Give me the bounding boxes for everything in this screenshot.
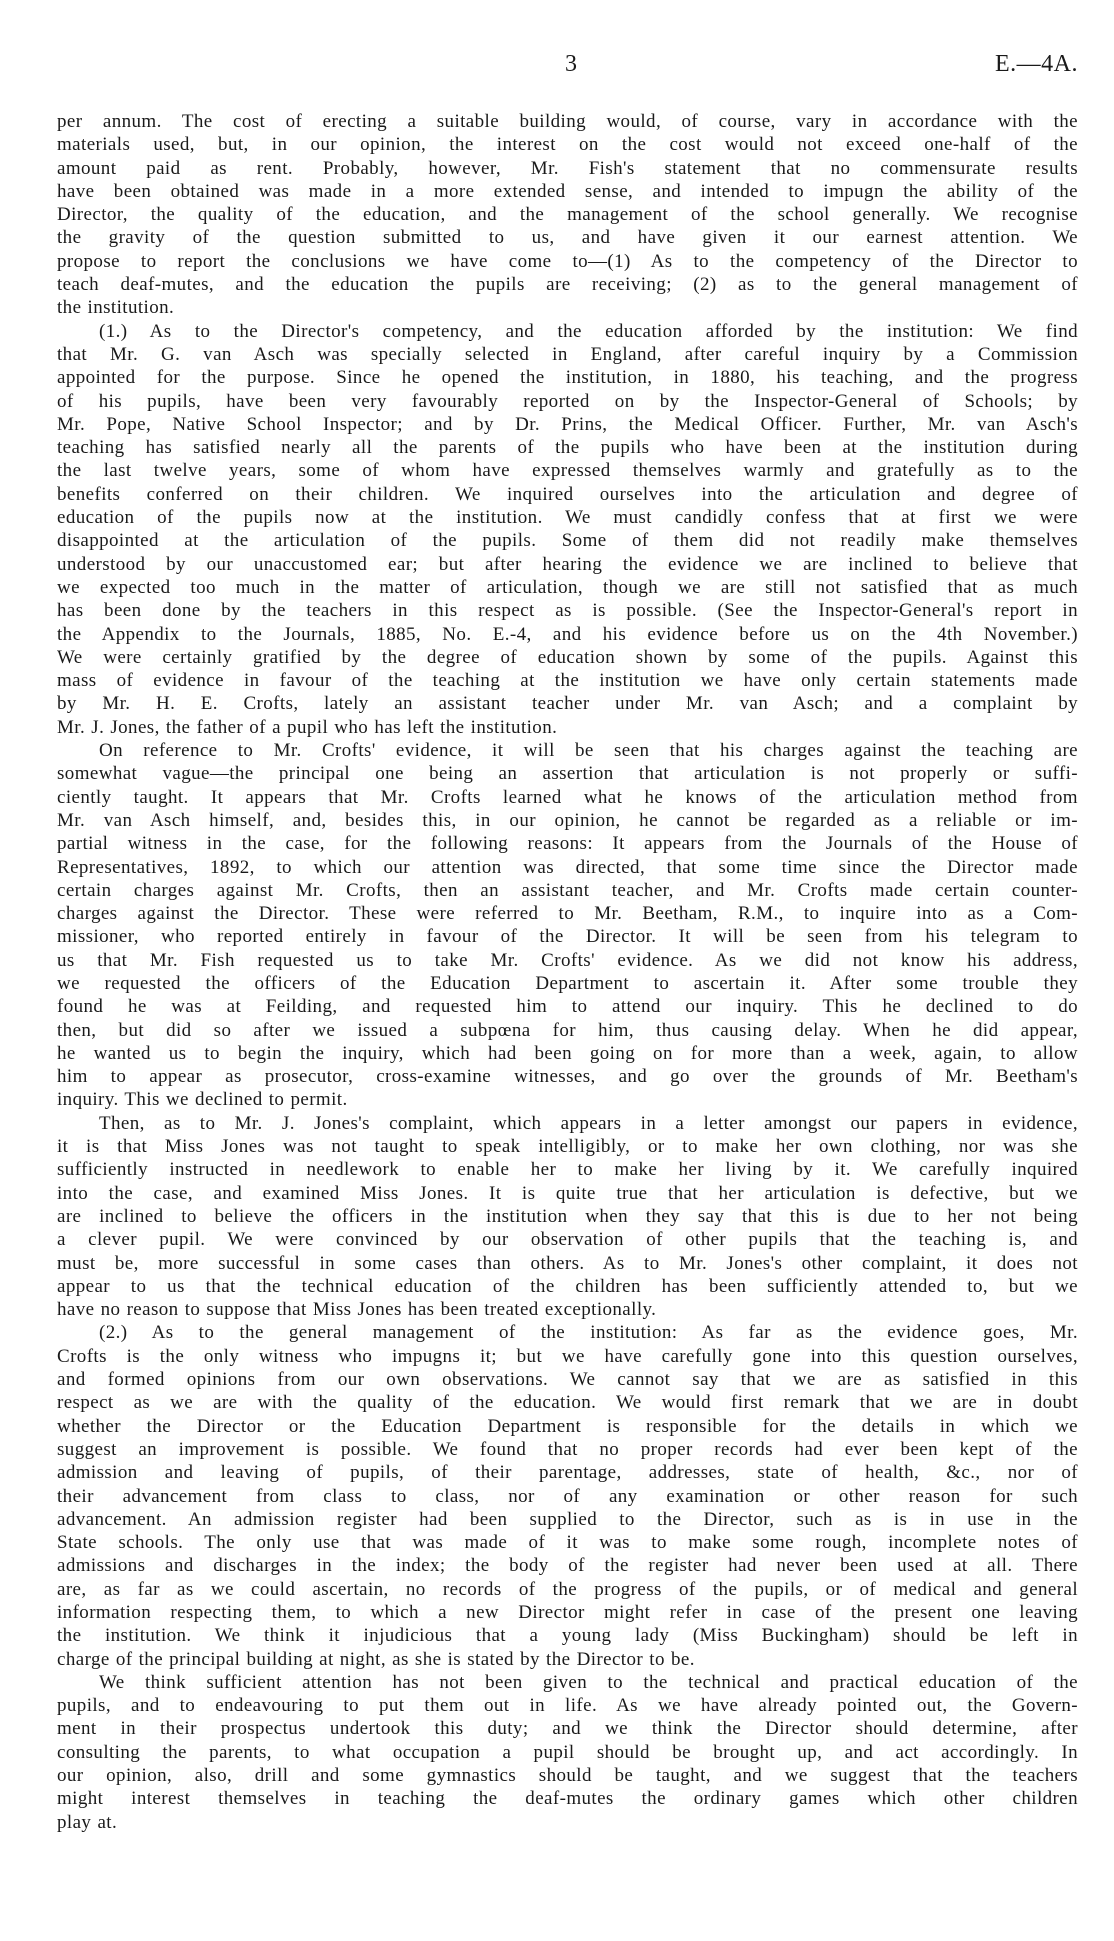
text-line: Crofts is the only witness who impugns it; but we have carefully gone into this question ourselves, [57,1345,1078,1367]
text-line: consulting the parents, to what occupation a pupil should be brought up, and act accordingly. In [57,1741,1078,1763]
text-line: Mr. Pope, Native School Inspector; and by Dr. Prins, the Medical Officer. Further, Mr. van Asch's [57,413,1078,435]
text-line: benefits conferred on their children. We inquired ourselves into the articulation and degree of [57,483,1078,505]
text-line: respect as we are with the quality of the education. We would first remark that we are in doubt [57,1392,1078,1414]
text-line: We think sufficient attention has not been given to the technical and practical education of the [99,1671,1078,1693]
text-line: have no reason to suppose that Miss Jones has been treated exceptionally. [57,1299,657,1321]
text-line: then, but did so after we issued a subpœna for him, thus causing delay. When he did appear, [57,1019,1078,1041]
text-line: materials used, but, in our opinion, the interest on the cost would not exceed one-half of the [57,134,1078,156]
text-line: admission and leaving of pupils, of their parentage, addresses, state of health, &c., nor of [57,1462,1078,1484]
paragraph [57,1321,1078,1670]
text-line: teach deaf-mutes, and the education the pupils are receiving; (2) as to the general management of [57,274,1078,296]
text-line: mass of evidence in favour of the teaching at the institution we have only certain statements made [57,670,1078,692]
text-line: we requested the officers of the Education Department to ascertain it. After some trouble they [57,972,1078,994]
text-line: ment in their prospectus undertook this duty; and we think the Director should determine, after [57,1718,1078,1740]
text-line: On reference to Mr. Crofts' evidence, it will be seen that his charges against the teaching are [99,740,1078,762]
text-line: Mr. J. Jones, the father of a pupil who has left the institution. [57,716,558,738]
text-line: charge of the principal building at night, as she is stated by the Director to be. [57,1648,695,1670]
text-line: the Appendix to the Journals, 1885, No. E.-4, and his evidence before us on the 4th November.) [57,623,1078,645]
text-line: the last twelve years, some of whom have expressed themselves warmly and gratefully as to the [57,460,1078,482]
text-line: amount paid as rent. Probably, however, Mr. Fish's statement that no commensurate results [57,157,1078,179]
text-line: per annum. The cost of erecting a suitable building would, of course, vary in accordance with the [57,111,1078,132]
text-line: teaching has satisfied nearly all the parents of the pupils who have been at the institution during [57,437,1078,459]
text-line: ciently taught. It appears that Mr. Crofts learned what he knows of the articulation method from [57,786,1078,808]
text-line: might interest themselves in teaching the deaf-mutes the ordinary games which other children [57,1788,1078,1810]
page-number: 3 [565,51,577,77]
paragraph [57,1671,1078,1834]
text-line: disappointed at the articulation of the pupils. Some of them did not readily make themselves [57,530,1078,552]
paragraph [57,110,1078,320]
text-line: a clever pupil. We were convinced by our observation of other pupils that the teaching is, and [57,1229,1078,1251]
text-line: appointed for the purpose. Since he opened the institution, in 1880, his teaching, and the progress [57,367,1078,389]
text-line: it is that Miss Jones was not taught to speak intelligibly, or to make her own clothing, nor was she [57,1136,1078,1158]
text-line: education of the pupils now at the institution. We must candidly confess that at first we were [57,507,1078,529]
document-reference: E.—4A. [995,51,1078,77]
text-line: we expected too much in the matter of articulation, though we are still not satisfied that as much [57,576,1078,598]
text-line: Then, as to Mr. J. Jones's complaint, which appears in a letter amongst our papers in evidence, [99,1112,1078,1134]
text-line: of his pupils, have been very favourably reported on by the Inspector-General of Schools; by [57,390,1078,412]
paragraph [57,320,1078,739]
text-line: the gravity of the question submitted to us, and have given it our earnest attention. We [57,227,1078,249]
text-line: advancement. An admission register had been supplied to the Director, such as is in use in the [57,1508,1078,1530]
text-line: appear to us that the technical education of the children has been sufficiently attended to, but we [57,1275,1078,1297]
text-line: partial witness in the case, for the following reasons: It appears from the Journals of the House of [57,833,1078,855]
text-line: have been obtained was made in a more extended sense, and intended to impugn the ability of the [57,180,1078,202]
text-line: play at. [57,1811,118,1833]
paragraph [57,739,1078,1112]
text-line: certain charges against Mr. Crofts, then an assistant teacher, and Mr. Crofts made certain counter- [57,879,1078,901]
text-line: by Mr. H. E. Crofts, lately an assistant teacher under Mr. van Asch; and a complaint by [57,693,1078,715]
paragraph [57,1112,1078,1322]
text-line: are, as far as we could ascertain, no records of the progress of the pupils, or of medical and general [57,1578,1078,1600]
text-line: pupils, and to endeavouring to put them out in life. As we have already pointed out, the Govern- [57,1695,1078,1717]
text-line: us that Mr. Fish requested us to take Mr. Crofts' evidence. As we did not know his address, [57,949,1078,971]
text-line: the institution. [57,297,175,319]
text-line: whether the Director or the Education Department is responsible for the details in which we [57,1415,1078,1437]
text-line: Director, the quality of the education, and the management of the school generally. We recognise [57,204,1078,226]
text-line: information respecting them, to which a new Director might refer in case of the present one leaving [57,1602,1078,1623]
text-line: missioner, who reported entirely in favour of the Director. It will be seen from his telegram to [57,926,1078,948]
text-line: understood by our unaccustomed ear; but after hearing the evidence we are inclined to believe that [57,553,1078,575]
text-line: State schools. The only use that was made of it was to make some rough, incomplete notes of [57,1532,1078,1554]
text-line: that Mr. G. van Asch was specially selected in England, after careful inquiry by a Commission [57,343,1078,365]
text-line: inquiry. This we declined to permit. [57,1089,348,1111]
text-line: their advancement from class to class, nor of any examination or other reason for such [57,1485,1078,1507]
document-body [57,110,1078,1834]
text-line: the institution. We think it injudicious that a young lady (Miss Buckingham) should be left in [57,1625,1078,1647]
text-line: found he was at Feilding, and requested him to attend our inquiry. This he declined to do [57,996,1078,1018]
text-line: Mr. van Asch himself, and, besides this, in our opinion, he cannot be regarded as a reliable or im- [57,809,1078,831]
text-line: admissions and discharges in the index; the body of the register had never been used at all. There [57,1555,1078,1577]
text-line: sufficiently instructed in needlework to enable her to make her living by it. We carefully inquired [57,1159,1078,1181]
text-line: somewhat vague—the principal one being an assertion that articulation is not properly or suffi- [57,763,1078,785]
text-line: are inclined to believe the officers in the institution when they say that this is due to her not being [57,1205,1078,1227]
text-line: into the case, and examined Miss Jones. It is quite true that her articulation is defective, but we [57,1182,1078,1204]
text-line: (1.) As to the Director's competency, and the education afforded by the institution: We find [99,320,1078,342]
text-line: must be, more successful in some cases than others. As to Mr. Jones's other complaint, it does not [57,1252,1078,1274]
text-line: he wanted us to begin the inquiry, which had been going on for more than a week, again, to allow [57,1042,1078,1064]
text-line: him to appear as prosecutor, cross-examine witnesses, and go over the grounds of Mr. Beetham's [57,1066,1078,1088]
text-line: Representatives, 1892, to which our attention was directed, that some time since the Director made [57,856,1078,878]
text-line: We were certainly gratified by the degree of education shown by some of the pupils. Against this [57,646,1078,668]
text-line: and formed opinions from our own observations. We cannot say that we are as satisfied in this [57,1369,1078,1391]
text-line: propose to report the conclusions we have come to—(1) As to the competency of the Director to [57,250,1078,272]
text-line: charges against the Director. These were referred to Mr. Beetham, R.M., to inquire into as a Com- [57,903,1078,925]
text-line: our opinion, also, drill and some gymnastics should be taught, and we suggest that the teachers [57,1765,1078,1787]
text-line: has been done by the teachers in this respect as is possible. (See the Inspector-General's report in [57,600,1078,622]
text-line: suggest an improvement is possible. We found that no proper records had ever been kept of the [57,1438,1078,1460]
text-line: (2.) As to the general management of the institution: As far as the evidence goes, Mr. [99,1322,1078,1344]
